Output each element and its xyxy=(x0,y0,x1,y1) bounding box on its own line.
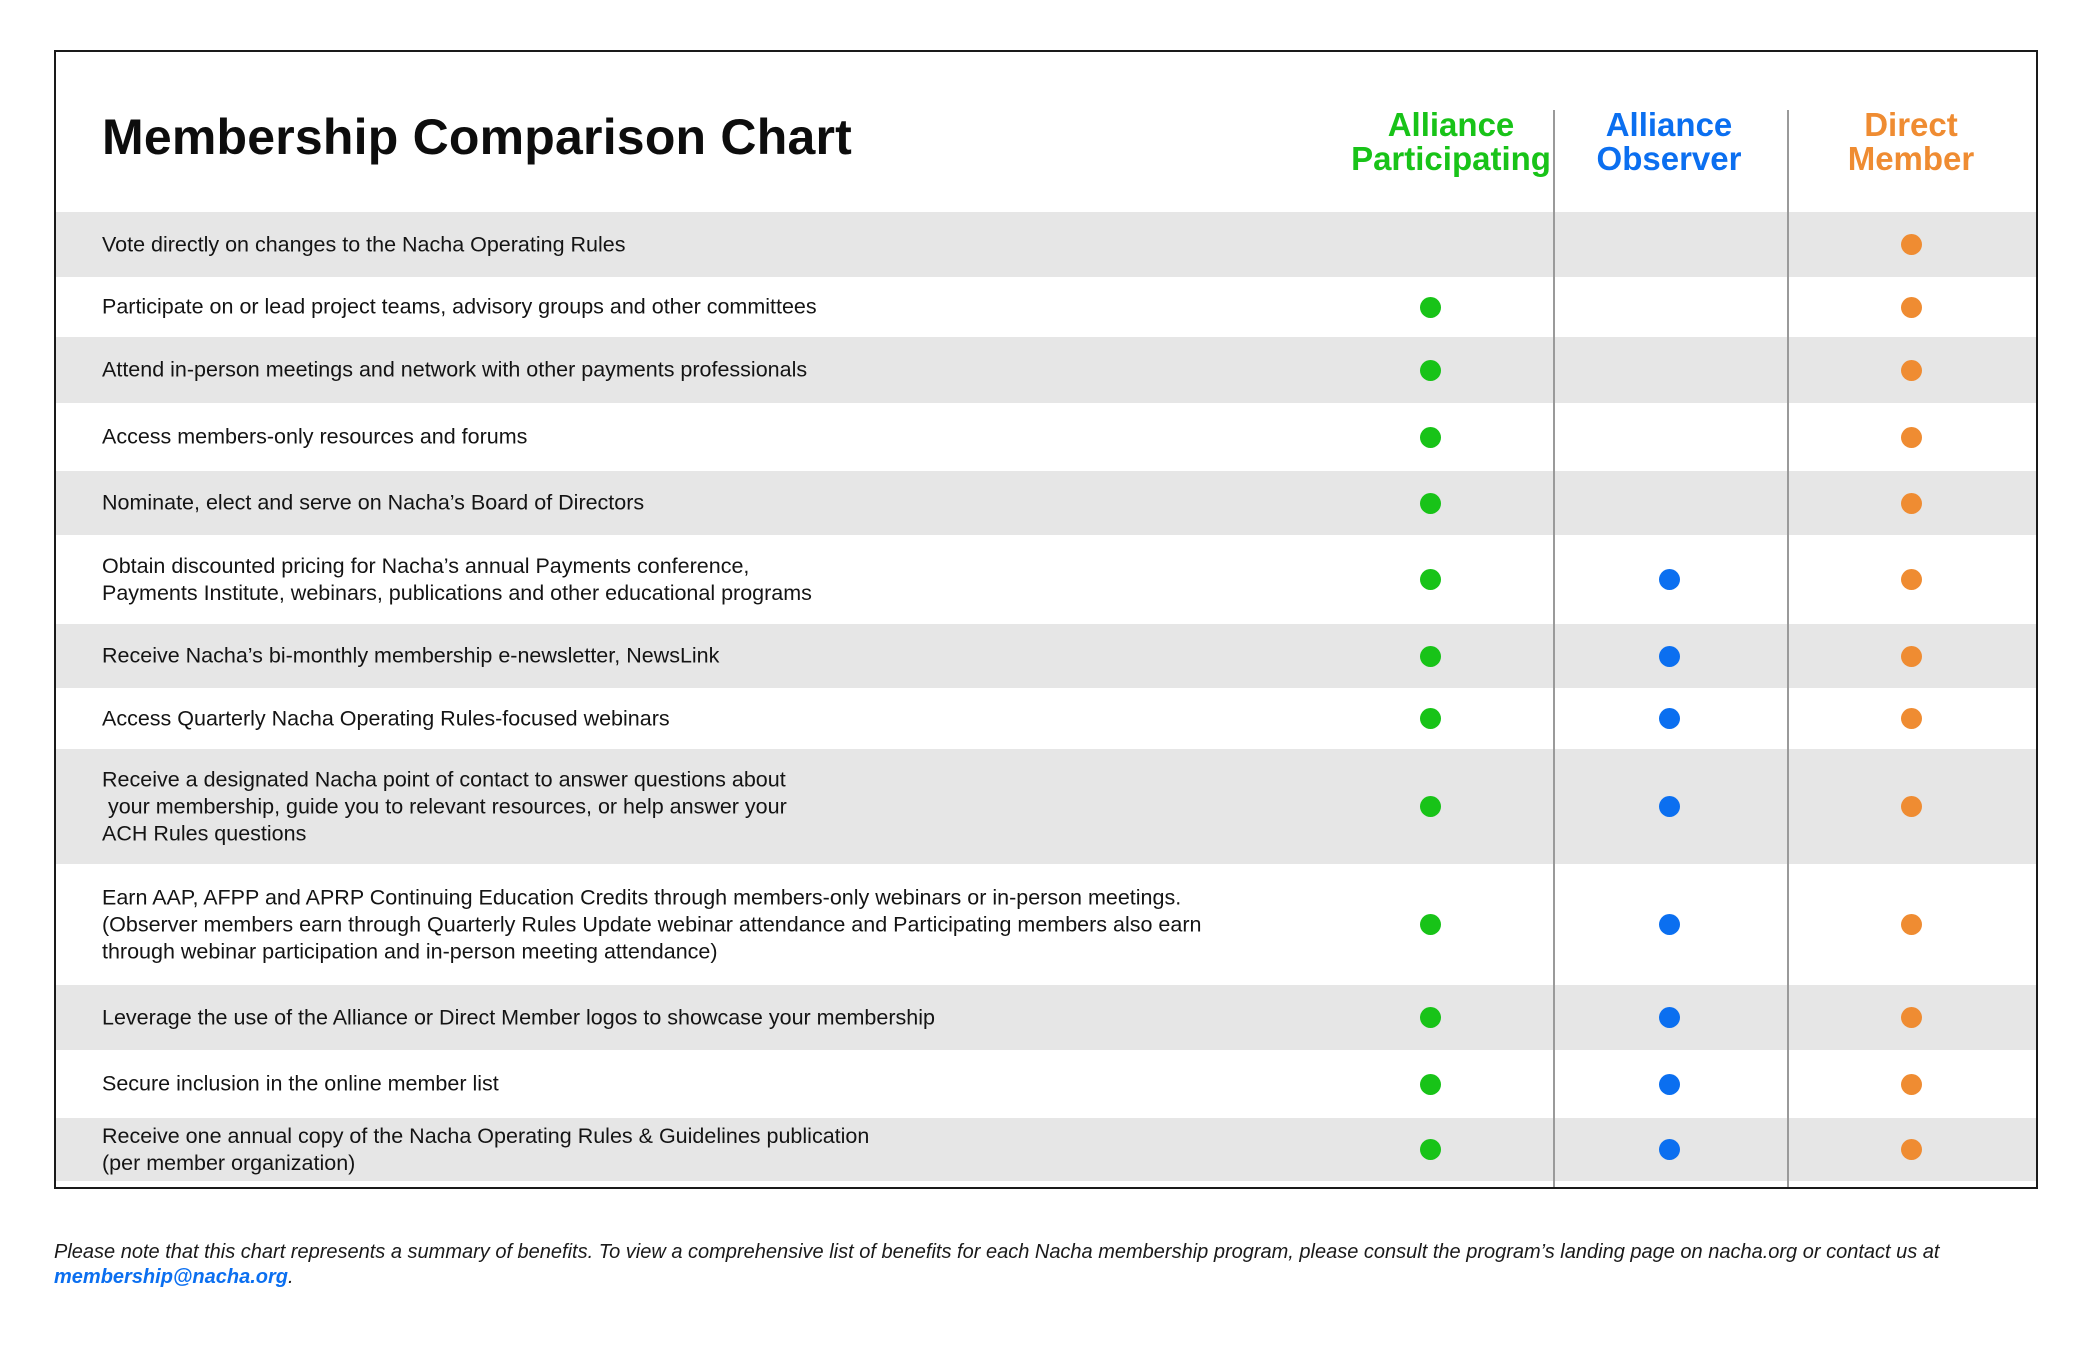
direct-member-included-dot-icon xyxy=(1901,796,1922,817)
page-title: Membership Comparison Chart xyxy=(102,109,852,165)
benefit-text-line: (per member organization) xyxy=(102,1150,356,1175)
direct-member-included-dot-icon xyxy=(1901,1007,1922,1028)
alliance-participating-included-dot-icon xyxy=(1420,1007,1441,1028)
direct-member-included-dot-icon xyxy=(1901,569,1922,590)
alliance-observer-included-dot-icon xyxy=(1659,796,1680,817)
direct-member-included-dot-icon xyxy=(1901,708,1922,729)
benefit-text-line: Access members-only resources and forums xyxy=(102,424,528,449)
direct-member-included-dot-icon xyxy=(1901,1074,1922,1095)
table-row xyxy=(56,864,2038,985)
table-row xyxy=(56,1118,2038,1181)
table-row xyxy=(56,212,2038,277)
alliance-observer-included-dot-icon xyxy=(1659,914,1680,935)
alliance-observer-included-dot-icon xyxy=(1659,1139,1680,1160)
table-row xyxy=(56,471,2038,535)
table-row xyxy=(56,403,2038,471)
benefit-text xyxy=(102,490,644,517)
alliance-observer-included-dot-icon xyxy=(1659,646,1680,667)
benefit-text-line: Leverage the use of the Alliance or Direct Member logos to showcase your membership xyxy=(102,1005,935,1029)
alliance-participating-included-dot-icon xyxy=(1420,1074,1441,1095)
column-header-line: Participating xyxy=(1351,140,1551,177)
alliance-observer-included-dot-icon xyxy=(1659,708,1680,729)
column-header-line: Direct xyxy=(1864,106,1958,143)
benefit-text-line: Payments Institute, webinars, publications and other educational programs xyxy=(102,580,812,605)
column-header-alliance-participating xyxy=(1336,108,1566,176)
table-row xyxy=(56,688,2038,749)
direct-member-included-dot-icon xyxy=(1901,297,1922,318)
benefit-text xyxy=(102,357,807,384)
benefit-text xyxy=(102,766,787,847)
benefit-text xyxy=(102,294,817,321)
alliance-participating-included-dot-icon xyxy=(1420,569,1441,590)
alliance-observer-included-dot-icon xyxy=(1659,1074,1680,1095)
benefit-text xyxy=(102,1123,869,1177)
table-row xyxy=(56,624,2038,688)
benefit-text-line: Secure inclusion in the online member list xyxy=(102,1071,499,1096)
column-header-direct-member xyxy=(1816,108,2006,176)
alliance-observer-included-dot-icon xyxy=(1659,1007,1680,1028)
table-row xyxy=(56,1050,2038,1118)
benefit-text-line: Participate on or lead project teams, advisory groups and other committees xyxy=(102,294,817,319)
alliance-participating-included-dot-icon xyxy=(1420,1139,1441,1160)
comparison-chart xyxy=(54,50,2038,1189)
column-header-line: Alliance xyxy=(1605,106,1733,143)
benefit-text-line: Attend in-person meetings and network with other payments professionals xyxy=(102,357,808,382)
table-row xyxy=(56,277,2038,337)
benefit-text xyxy=(102,553,812,607)
benefit-text-line: (Observer members earn through Quarterly Rules Update webinar attendance and Participating members also earn xyxy=(102,912,1202,936)
direct-member-included-dot-icon xyxy=(1901,914,1922,935)
benefit-text-line: through webinar participation and in-person meeting attendance) xyxy=(102,939,718,963)
membership-email-link[interactable]: membership@nacha.org xyxy=(54,1266,289,1288)
column-divider xyxy=(1787,110,1789,1189)
alliance-participating-included-dot-icon xyxy=(1420,646,1441,667)
direct-member-included-dot-icon xyxy=(1901,646,1922,667)
direct-member-included-dot-icon xyxy=(1901,360,1922,381)
benefit-text xyxy=(102,1071,499,1098)
benefit-text-line: Receive one annual copy of the Nacha Operating Rules & Guidelines publication xyxy=(102,1123,870,1148)
column-header-line: Member xyxy=(1847,140,1975,177)
table-row xyxy=(56,535,2038,624)
direct-member-included-dot-icon xyxy=(1901,1139,1922,1160)
alliance-observer-included-dot-icon xyxy=(1659,569,1680,590)
benefit-text-line: Receive Nacha’s bi-monthly membership e-newsletter, NewsLink xyxy=(102,643,720,668)
benefit-text xyxy=(102,424,527,451)
column-header-line: Alliance xyxy=(1387,106,1515,143)
benefit-text-line: your membership, guide you to relevant resources, or help answer your xyxy=(102,794,787,818)
column-header-alliance-observer xyxy=(1574,108,1764,176)
footer-note-end: . xyxy=(288,1266,294,1288)
column-header-line: Observer xyxy=(1596,140,1742,177)
alliance-participating-included-dot-icon xyxy=(1420,796,1441,817)
alliance-participating-included-dot-icon xyxy=(1420,297,1441,318)
benefit-text xyxy=(102,884,1201,965)
table-row xyxy=(56,985,2038,1050)
benefit-text-line: Nominate, elect and serve on Nacha’s Board of Directors xyxy=(102,490,645,515)
benefit-text-line: ACH Rules questions xyxy=(102,821,307,845)
benefit-text xyxy=(102,705,670,732)
benefit-text-line: Vote directly on changes to the Nacha Operating Rules xyxy=(102,232,626,256)
direct-member-included-dot-icon xyxy=(1901,234,1922,255)
benefit-text xyxy=(102,231,626,258)
direct-member-included-dot-icon xyxy=(1901,493,1922,514)
footer-note xyxy=(54,1240,2038,1290)
footer-note-text: Please note that this chart represents a summary of benefits. To view a comprehensive list of benefits for each Nacha membership program, please consult the program’s landing page on nacha.org or contact us at xyxy=(54,1241,1940,1263)
column-divider xyxy=(1553,110,1555,1189)
alliance-participating-included-dot-icon xyxy=(1420,360,1441,381)
benefit-text xyxy=(102,1004,935,1031)
benefit-text-line: Access Quarterly Nacha Operating Rules-focused webinars xyxy=(102,706,670,730)
benefit-text xyxy=(102,643,719,670)
alliance-participating-included-dot-icon xyxy=(1420,914,1441,935)
benefit-text-line: Earn AAP, AFPP and APRP Continuing Education Credits through members-only webinars or in-person meetings. xyxy=(102,885,1182,909)
direct-member-included-dot-icon xyxy=(1901,427,1922,448)
alliance-participating-included-dot-icon xyxy=(1420,708,1441,729)
alliance-participating-included-dot-icon xyxy=(1420,493,1441,514)
table-row xyxy=(56,337,2038,403)
benefit-text-line: Obtain discounted pricing for Nacha’s annual Payments conference, xyxy=(102,553,750,578)
alliance-participating-included-dot-icon xyxy=(1420,427,1441,448)
benefit-text-line: Receive a designated Nacha point of contact to answer questions about xyxy=(102,767,786,791)
table-row xyxy=(56,749,2038,864)
